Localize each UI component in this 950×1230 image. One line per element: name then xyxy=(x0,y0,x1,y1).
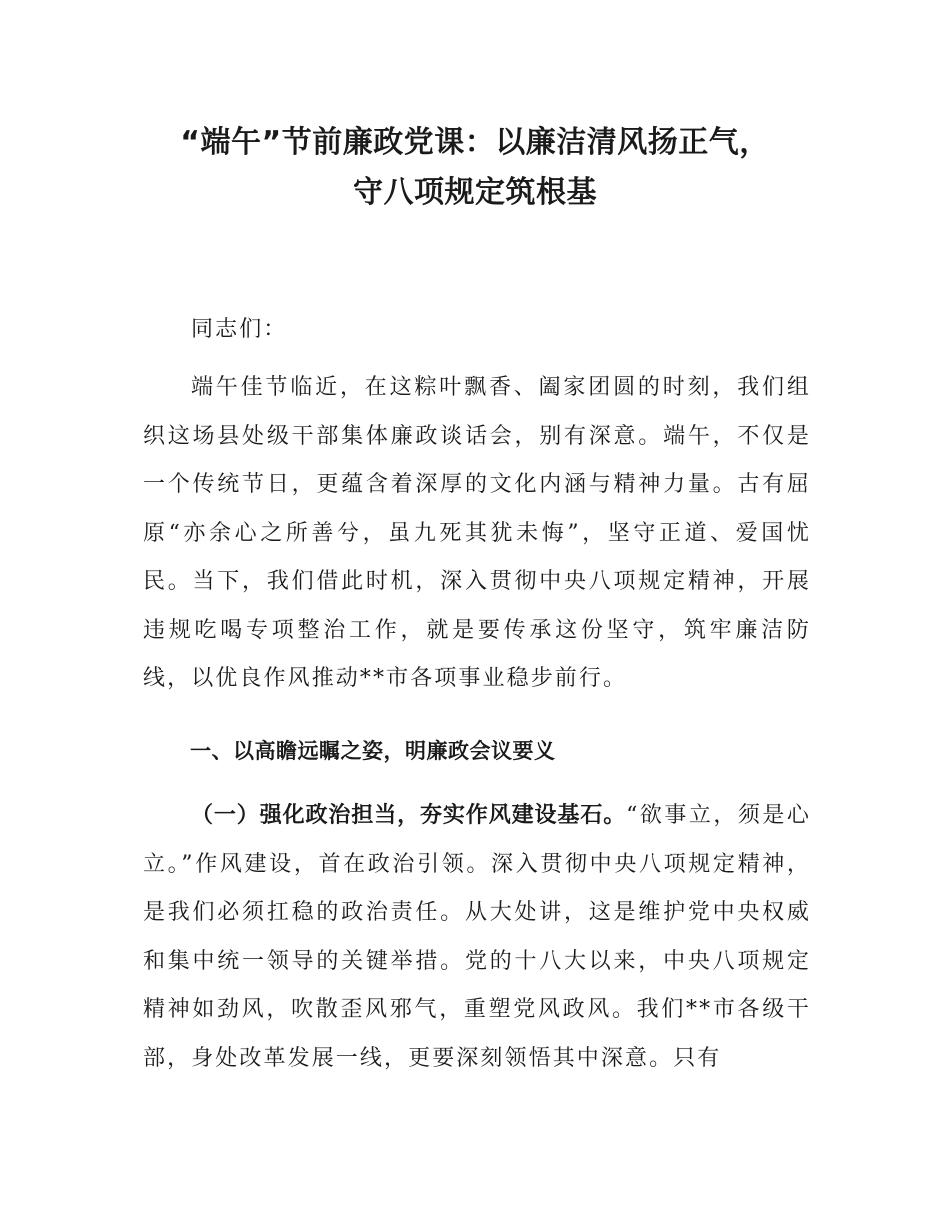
title-line-2: 守八项规定筑根基 xyxy=(353,175,597,210)
section-heading-1: 一、以高瞻远瞩之姿，明廉政会议要义 xyxy=(190,739,556,763)
title-line-1: “端午”节前廉政党课：以廉洁清风扬正气， xyxy=(180,125,770,160)
paragraph-section-1-1 xyxy=(143,792,811,1083)
paragraph-body: “欲事立，须是心立。”作风建设，首在政治引领。深入贯彻中央八项规定精神，是我们必须扛稳的政治责任。从大处讲，这是维护党中央权威和集中统一领导的关键举措。党的十八大以来，中央八项规定精神如劲风，吹散歪风邪气，重塑党风政风。我们**市各级干部，身处改革发展一线，更要深刻领悟其中深意。只有 xyxy=(143,803,811,1071)
greeting: 同志们： xyxy=(191,317,288,342)
subsection-heading-1: （一）强化政治担当，夯实作风建设基石。 xyxy=(191,803,627,828)
paragraph-intro: 端午佳节临近，在这粽叶飘香、阖家团圆的时刻，我们组织这场县处级干部集体廉政谈话会，别有深意。端午，不仅是一个传统节日，更蕴含着深厚的文化内涵与精神力量。古有屈原“亦余心之所善兮，虽九死其犹未悔”，坚守正道、爱国忧民。当下，我们借此时机，深入贯彻中央八项规定精神，开展违规吃喝专项整治工作，就是要传承这份坚守，筑牢廉洁防线，以优良作风推动**市各项事业稳步前行。 xyxy=(143,375,811,691)
document-title xyxy=(120,118,830,218)
